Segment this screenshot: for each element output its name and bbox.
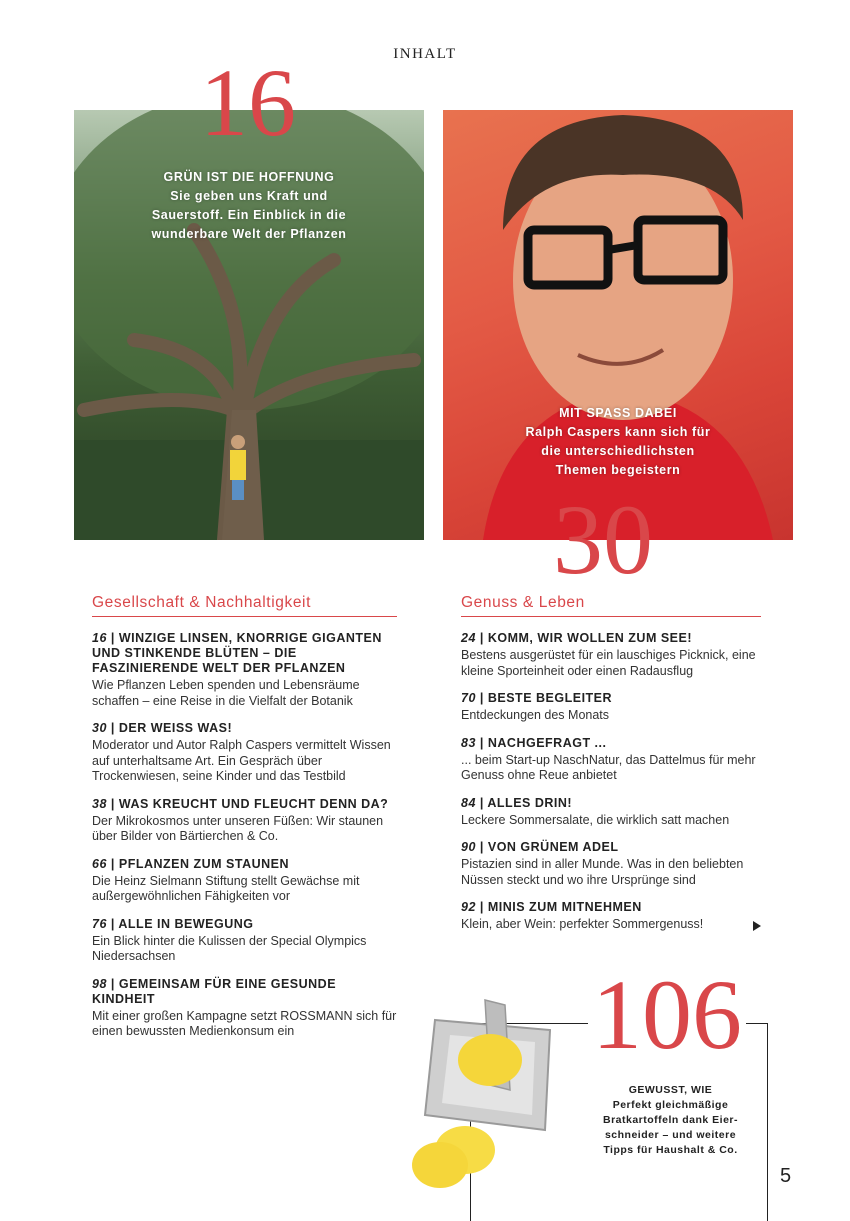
- toc-entry[interactable]: [92, 721, 397, 785]
- toc-entry-page: 16: [92, 631, 107, 645]
- section-title: Gesellschaft & Nachhaltigkeit: [92, 594, 397, 617]
- tip-caption-line: Tipps für Haushalt & Co.: [603, 1144, 738, 1156]
- toc-entry-desc: Wie Pflanzen Leben spenden und Lebensräume schaffen – eine Reise in die Vielfalt der Botanik: [92, 678, 360, 708]
- toc-entry-desc: Entdeckungen des Monats: [461, 708, 610, 722]
- person-caption-line: Themen begeistern: [555, 463, 681, 477]
- toc-entry-title: ALLE IN BEWEGUNG: [118, 916, 254, 931]
- toc-entry-title: MINIS ZUM MITNEHMEN: [487, 900, 642, 914]
- toc-entry-page: 70: [461, 691, 476, 705]
- toc-entry-head: 90 | VON GRÜNEM ADEL: [461, 840, 619, 854]
- toc-entry-head: 76 | ALLE IN BEWEGUNG: [92, 916, 254, 931]
- tip-caption-line: schneider – und weitere: [604, 1129, 737, 1141]
- person-caption-line: die unterschiedlichsten: [541, 444, 695, 458]
- toc-entry[interactable]: [461, 900, 761, 933]
- toc-entry-desc: Mit einer großen Kampagne setzt ROSSMANN sich für einen bewussten Medienkonsum ein: [92, 1008, 397, 1038]
- toc-entry-head: 84 | ALLES DRIN!: [461, 795, 573, 810]
- tree-caption-line: Sie geben uns Kraft und: [170, 189, 328, 203]
- toc-entry-page: 30: [92, 721, 107, 735]
- toc-entry[interactable]: [92, 797, 397, 845]
- egg-slicer-illustration: [410, 990, 560, 1190]
- toc-entry-page: 76: [92, 916, 107, 931]
- section-society: [92, 594, 397, 1052]
- toc-entry-head: 83 | NACHGEFRAGT ...: [461, 735, 607, 750]
- section-title: Genuss & Leben: [461, 594, 761, 617]
- tree-caption-line: Sauerstoff. Ein Einblick in die: [151, 208, 347, 222]
- toc-entry-desc: Der Mikrokosmos unter unseren Füßen: Wir staunen über Bilder von Bärtierchen & Co.: [92, 813, 384, 843]
- toc-entry-title: PFLANZEN ZUM STAUNEN: [118, 856, 290, 871]
- toc-entry-head: 92 | MINIS ZUM MITNEHMEN: [461, 900, 642, 914]
- toc-entry-desc: Die Heinz Sielmann Stiftung stellt Gewächse mit außergewöhnlichen Fähigkeiten vor: [92, 873, 360, 903]
- toc-entry-desc: ... beim Start-up NaschNatur, das Dattelmus für mehr Genuss ohne Reue anbietet: [461, 752, 756, 782]
- toc-entry-page: 92: [461, 900, 476, 914]
- toc-entry-title: ALLES DRIN!: [487, 795, 573, 810]
- toc-entry-title: NACHGEFRAGT ...: [487, 735, 607, 750]
- toc-entry-head: 70 | BESTE BEGLEITER: [461, 691, 613, 705]
- toc-entry-desc: Moderator und Autor Ralph Caspers vermittelt Wissen auf unterhaltsame Art. Ein Gespräch über Trockenwiesen, seine Kinder und das Testbild: [92, 738, 391, 783]
- toc-entry[interactable]: [461, 691, 761, 724]
- toc-entry-page: 84: [461, 795, 476, 810]
- toc-entry[interactable]: [92, 631, 397, 709]
- tree-caption: [74, 168, 424, 244]
- toc-entry-head: 16 | WINZIGE LINSEN, KNORRIGE GIGANTEN UND STINKENDE BLÜTEN – DIE FASZINIERENDE WELT DER PFLANZEN: [92, 631, 382, 675]
- tip-caption-title: GEWUSST, WIE: [628, 1084, 713, 1096]
- toc-entry-page: 98: [92, 976, 107, 991]
- toc-entry-page: 90: [461, 840, 476, 854]
- toc-entry-head: 24 | KOMM, WIR WOLLEN ZUM SEE!: [461, 631, 693, 645]
- tree-caption-line: wunderbare Welt der Pflanzen: [151, 227, 347, 241]
- section-enjoyment: [461, 594, 761, 945]
- toc-entry[interactable]: [92, 857, 397, 905]
- toc-entry-desc: Pistazien sind in aller Munde. Was in den beliebten Nüssen steckt und wo ihre Ursprünge sind: [461, 857, 744, 887]
- person-caption-line: Ralph Caspers kann sich für: [525, 425, 711, 439]
- person-caption-title: MIT SPASS DABEI: [559, 406, 677, 420]
- feature-number-30: 30: [553, 484, 653, 595]
- toc-entry[interactable]: [461, 736, 761, 784]
- toc-entry-title: GEMEINSAM FÜR EINE GESUNDE KINDHEIT: [92, 976, 337, 1006]
- toc-entry-title: WINZIGE LINSEN, KNORRIGE GIGANTEN UND STINKENDE BLÜTEN – DIE FASZINIERENDE WELT DER PFLANZEN: [92, 631, 382, 675]
- toc-entry-title: KOMM, WIR WOLLEN ZUM SEE!: [487, 631, 693, 645]
- toc-entry[interactable]: [461, 796, 761, 829]
- play-arrow-icon[interactable]: [753, 921, 761, 931]
- toc-entry-page: 24: [461, 631, 476, 645]
- toc-entry-title: VON GRÜNEM ADEL: [487, 840, 619, 854]
- toc-entry-head: 66 | PFLANZEN ZUM STAUNEN: [92, 856, 290, 871]
- toc-entry-title: BESTE BEGLEITER: [487, 691, 613, 705]
- toc-entry[interactable]: [461, 840, 761, 888]
- toc-entry-desc: Leckere Sommersalate, die wirklich satt machen: [461, 812, 730, 827]
- toc-entry-page: 83: [461, 735, 476, 750]
- tip-caption: [588, 1083, 753, 1158]
- tree-caption-title: GRÜN IST DIE HOFFNUNG: [163, 170, 335, 184]
- toc-entry-head: 30 | DER WEISS WAS!: [92, 721, 233, 735]
- feature-number-106: 106: [588, 965, 746, 1065]
- toc-entry-desc: Bestens ausgerüstet für ein lauschiges Picknick, eine kleine Sporteinheit oder einen Radausflug: [461, 648, 756, 678]
- toc-entry-title: DER WEISS WAS!: [118, 721, 233, 735]
- tip-caption-line: Perfekt gleichmäßige: [612, 1099, 729, 1111]
- toc-entry-head: 98 | GEMEINSAM FÜR EINE GESUNDE KINDHEIT: [92, 976, 337, 1006]
- toc-entry[interactable]: [92, 917, 397, 965]
- person-caption: [443, 404, 793, 480]
- egg-slicer-image: [410, 990, 560, 1190]
- toc-entry-desc: Klein, aber Wein: perfekter Sommergenuss!: [461, 917, 704, 931]
- tip-caption-line: Bratkartoffeln dank Eier-: [602, 1114, 739, 1126]
- toc-entry-page: 66: [92, 856, 107, 871]
- page-header: INHALT: [393, 46, 457, 62]
- toc-entry[interactable]: [461, 631, 761, 679]
- toc-entry-desc: Ein Blick hinter die Kulissen der Special Olympics Niedersachsen: [92, 933, 367, 963]
- toc-entry-page: 38: [92, 796, 107, 811]
- feature-number-16: 16: [200, 49, 296, 156]
- toc-entry-head: 38 | WAS KREUCHT UND FLEUCHT DENN DA?: [92, 796, 389, 811]
- page-number: 5: [780, 1165, 792, 1187]
- toc-entry-title: WAS KREUCHT UND FLEUCHT DENN DA?: [118, 796, 389, 811]
- toc-entry[interactable]: [92, 977, 397, 1040]
